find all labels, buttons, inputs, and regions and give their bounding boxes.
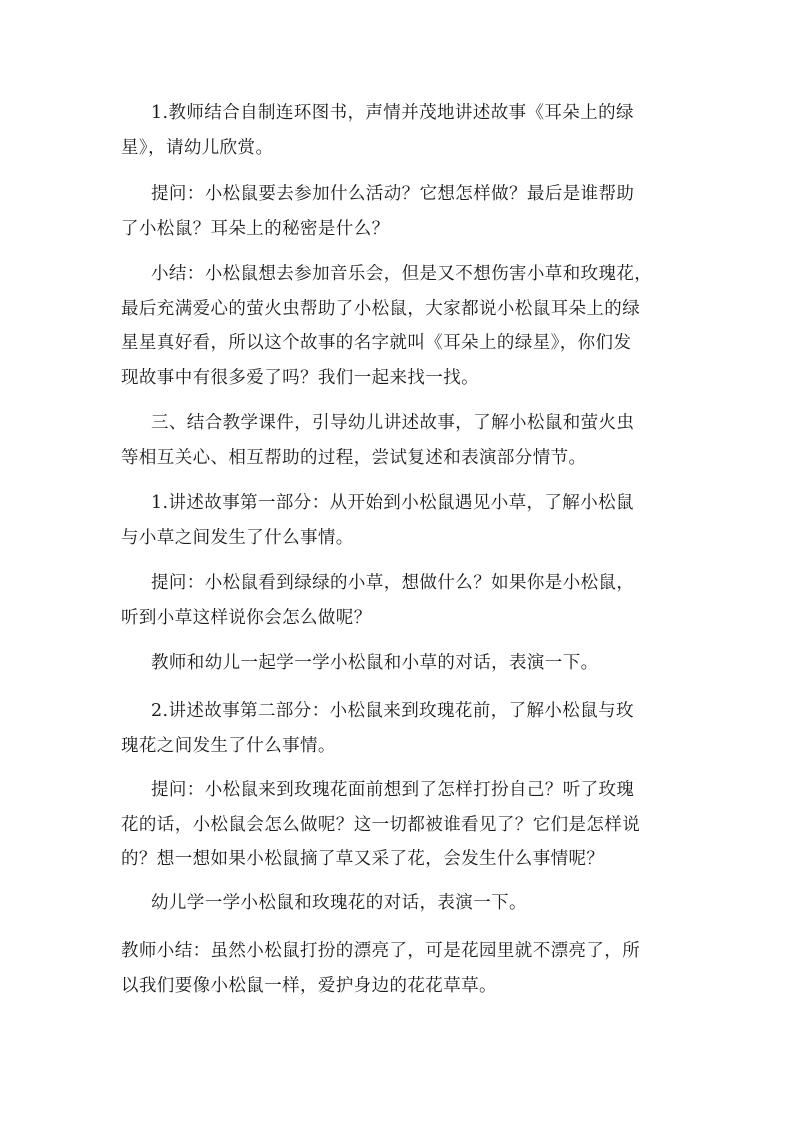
paragraph-teacher-summary	[121, 934, 676, 1003]
text-line: 最后充满爱心的萤火虫帮助了小松鼠，大家都说小松鼠耳朵上的绿	[121, 298, 641, 319]
text-line: 2.讲述故事第二部分：小松鼠来到玫瑰花前，了解小松鼠与玫	[151, 701, 634, 721]
paragraph-activity-2	[121, 886, 676, 921]
text-line: 瑰花之间发生了什么事情。	[121, 735, 336, 756]
paragraph-part-two	[121, 694, 676, 763]
paragraph-summary-1	[121, 257, 676, 395]
paragraph-questions-2	[121, 566, 676, 635]
paragraph-storytelling-intro	[121, 96, 676, 165]
text-line: 1.讲述故事第一部分：从开始到小松鼠遇见小草，了解小松鼠	[151, 493, 634, 513]
text-line: 与小草之间发生了什么事情。	[121, 527, 354, 548]
text-line: 等相互关心、相互帮助的过程，尝试复述和表演部分情节。	[121, 447, 587, 468]
text-line: 的？想一想如果小松鼠摘了草又采了花，会发生什么事情呢？	[121, 849, 605, 869]
text-line: 现故事中有很多爱了吗？我们一起来找一找。	[121, 367, 479, 388]
paragraph-questions-1	[121, 177, 676, 246]
text-line: 教师小结：虽然小松鼠打扮的漂亮了，可是花园里就不漂亮了，所	[121, 941, 641, 961]
text-line: 1.教师结合自制连环图书，声情并茂地讲述故事《耳朵上的绿	[151, 103, 634, 123]
paragraph-section-three	[121, 406, 676, 475]
text-line: 听到小草这样说你会怎么做呢？	[121, 607, 372, 628]
text-line: 提问：小松鼠看到绿绿的小草，想做什么？如果你是小松鼠，	[151, 573, 635, 593]
paragraph-part-one	[121, 486, 676, 555]
text-line: 星星真好看，所以这个故事的名字就叫《耳朵上的绿星》，你们发	[121, 333, 632, 353]
text-line: 幼儿学一学小松鼠和玫瑰花的对话，表演一下。	[151, 893, 527, 913]
paragraph-activity-1	[121, 646, 676, 681]
text-line: 小结：小松鼠想去参加音乐会，但是又不想伤害小草和玫瑰花，	[151, 264, 653, 284]
text-line: 星》，请幼儿欣赏。	[121, 137, 274, 158]
text-line: 了小松鼠？耳朵上的秘密是什么？	[121, 218, 390, 239]
paragraph-questions-3	[121, 773, 676, 877]
text-line: 三、结合教学课件，引导幼儿讲述故事，了解小松鼠和萤火虫	[151, 413, 635, 433]
text-line: 提问：小松鼠要去参加什么活动？它想怎样做？最后是谁帮助	[151, 184, 635, 204]
text-line: 以我们要像小松鼠一样，爱护身边的花花草草。	[121, 975, 497, 996]
text-line: 提问：小松鼠来到玫瑰花面前想到了怎样打扮自己？听了玫瑰	[151, 780, 635, 800]
text-line: 花的话，小松鼠会怎么做呢？这一切都被谁看见了？它们是怎样说	[121, 814, 641, 835]
text-line: 教师和幼儿一起学一学小松鼠和小草的对话，表演一下。	[151, 653, 599, 673]
